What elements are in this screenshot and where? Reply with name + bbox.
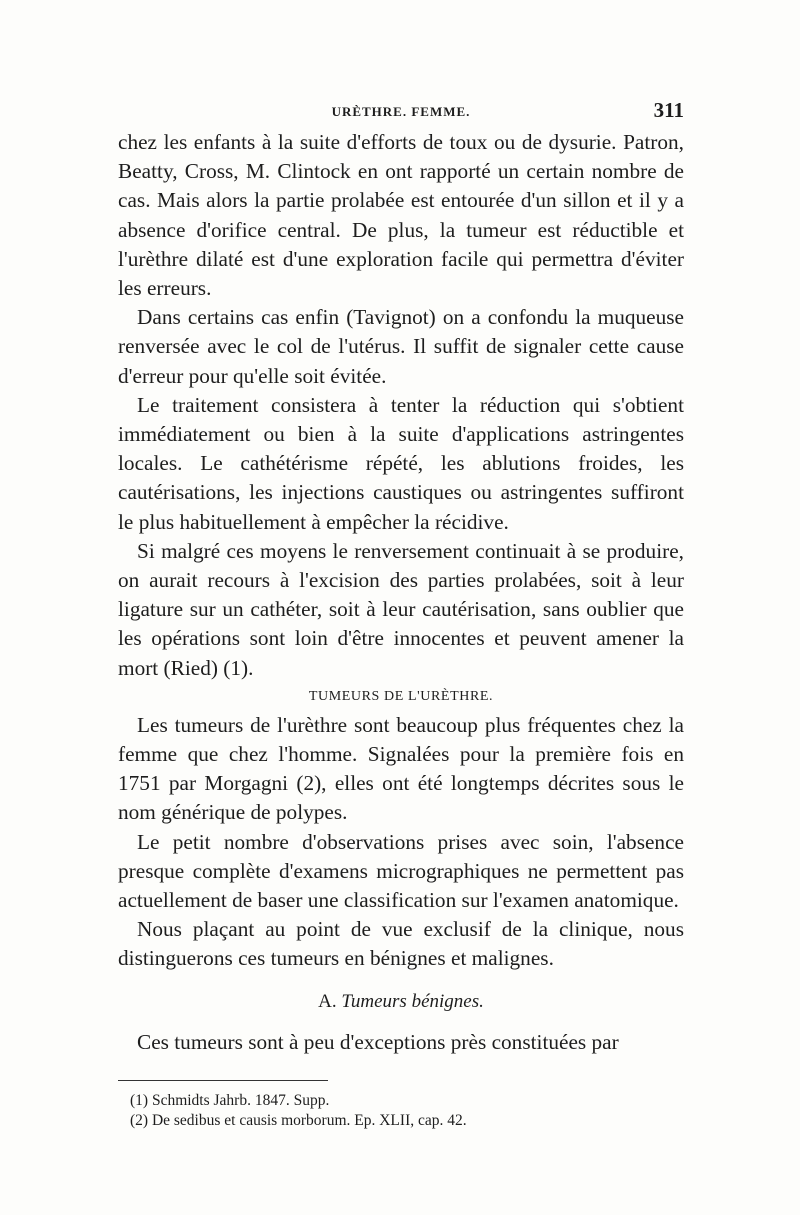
paragraph: Si malgré ces moyens le renversement continuait à se produire, on aurait recours à l'excision des parties prolabées, soit à leur ligature sur un cathéter, soit à leur cautérisation, sans oublier que les opérations sont loin d'être innocentes et peuvent amener la mort (Ried) (1). — [118, 538, 684, 680]
page-header — [118, 98, 684, 124]
footnote-rule — [118, 1080, 328, 1081]
paragraph: Ces tumeurs sont à peu d'exceptions près constituées par — [137, 1029, 619, 1054]
subsection-letter: A. — [318, 990, 337, 1012]
body-text — [118, 128, 684, 1057]
paragraph: Le petit nombre d'observations prises avec soin, l'absence presque complète d'examens micrographiques ne permettent pas actuellement de baser une classification sur l'examen anatomique. — [118, 829, 684, 913]
paragraph: Le traitement consistera à tenter la réduction qui s'obtient immédiatement ou bien à la suite d'applications astringentes locales. Le cathétérisme répété, les ablutions froides, les cautérisations, les injections caustiques ou astringentes suffiront le plus habituellement à empêcher la récidive. — [118, 392, 684, 534]
footnotes — [130, 1091, 670, 1131]
paragraph: Les tumeurs de l'urèthre sont beaucoup plus fréquentes chez la femme que chez l'homme. Signalées pour la première fois en 1751 par Morgagni (2), elles ont été longtemps décrites sous le nom générique de polypes. — [118, 712, 684, 825]
paragraph: Nous plaçant au point de vue exclusif de la clinique, nous distinguerons ces tumeurs en bénignes et malignes. — [118, 917, 684, 971]
section-title: TUMEURS DE L'URÈTHRE. — [308, 688, 494, 704]
page-number: 311 — [653, 98, 684, 122]
paragraph: Dans certains cas enfin (Tavignot) on a confondu la muqueuse renversée avec le col de l'utérus. Il suffit de signaler cette cause d'erreur pour qu'elle soit évitée. — [118, 305, 684, 388]
footnote: (1) Schmidts Jahrb. 1847. Supp. — [130, 1092, 330, 1109]
subsection-name: Tumeurs bénignes. — [341, 990, 484, 1012]
paragraph-continuation: chez les enfants à la suite d'efforts de toux ou de dysurie. Patron, Beatty, Cross, M. Clintock en ont rapporté un certain nombre de cas. Mais alors la partie prolabée est entourée d'un sillon et il y a absence d'orifice central. De plus, la tumeur est réductible et l'urèthre dilaté est d'une exploration facile qui permettra d'éviter les erreurs. — [118, 130, 684, 301]
footnote: (2) De sedibus et causis morborum. Ep. XLII, cap. 42. — [130, 1112, 467, 1129]
subsection-title — [118, 990, 684, 1014]
running-title: URÈTHRE. FEMME. — [331, 104, 471, 119]
